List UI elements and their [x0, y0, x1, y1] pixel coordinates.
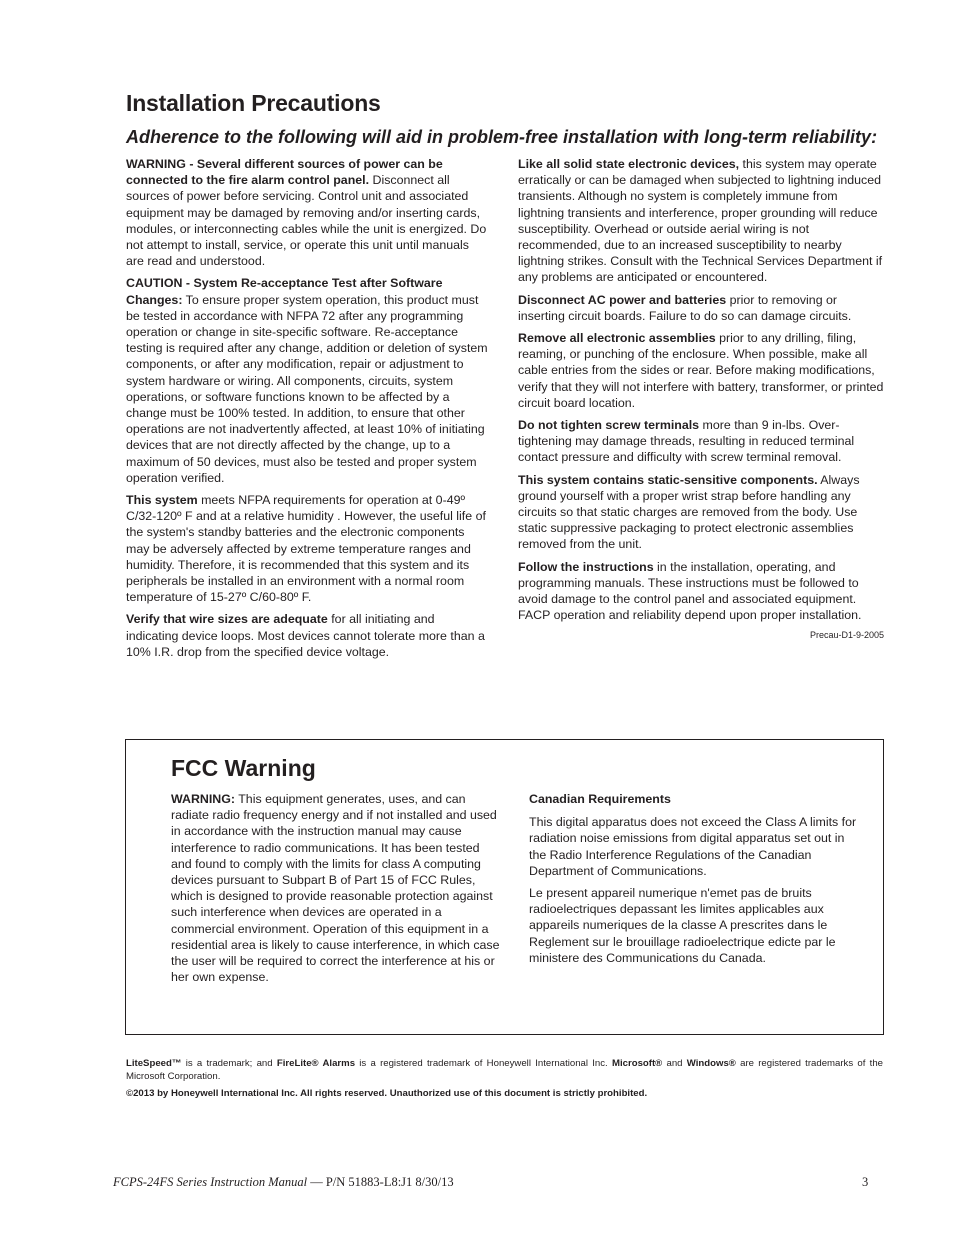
- precaution-body: prior to removing or inserting circuit boards. Failure to do so can damage circuits.: [518, 292, 852, 323]
- precaution-lead: Follow the instructions: [518, 559, 654, 574]
- precaution-body: Always ground yourself with a proper wrist strap before handling any circuits so that static charges are removed from the body. Use static suppressive packaging to protect electronic assemblies removed from the unit.: [518, 472, 860, 552]
- page-number: 3: [862, 1175, 869, 1189]
- canadian-requirements-french: Le present appareil numerique n'emet pas de bruits radioelectriques depassant les limites applicables aux appareils numeriques de la classe A prescrites dans le Reglement sur le brouillage radioelectrique edicte par le ministere des Communications du Canada.: [529, 886, 836, 965]
- precaution-disconnect-power: [518, 292, 884, 324]
- precaution-body: meets NFPA requirements for operation at 0-49º C/32-120º F and at a relative humidity . However, the useful life of the system's standby batteries and the electronic components may be adversely affected by extreme temperature ranges and humidity. Therefore, it is recommended that this system and its peripherals be installed in an environment with a normal room temperature of 15-27º C/60-80º F.: [126, 493, 486, 605]
- part-number: — P/N 51883-L8:J1 8/30/13: [307, 1175, 454, 1189]
- page-subtitle: Adherence to the following will aid in problem-free installation with long-term reliability:: [126, 127, 878, 147]
- trademark-text: is a trademark; and: [181, 1058, 277, 1069]
- precautions-left-column: [126, 156, 490, 666]
- fcc-warning-body: This equipment generates, uses, and can radiate radio frequency energy and if not installed and used in accordance with the instruction manual may cause interference to radio communications. It has been tested and found to comply with the limits for class A computing devices pursuant to Subpart B of Part 15 of FCC Rules, which is designed to provide reasonable protection against such interference when devices are operated in a commercial environment. Operation of this equipment in a residential area is likely to cause interference, in which case the user will be required to correct the interference at his or her own expense.: [171, 792, 500, 985]
- canadian-requirements: [529, 791, 865, 972]
- precaution-screw-terminals: [518, 417, 884, 466]
- precaution-body: prior to any drilling, filing, reaming, or punching of the enclosure. When possible, make all cable entries from the sides or rear. Before making modifications, verify that they will not interfere with battery, transformer, or printed circuit board location.: [518, 331, 884, 410]
- precaution-wire-sizes: [126, 611, 490, 660]
- precaution-body: for all initiating and indicating device loops. Most devices cannot tolerate more than a 10% I.R. drop from the specified device voltage.: [126, 612, 485, 659]
- precaution-body: this system may operate erratically or can be damaged when subjected to lightning induced transients. Although no system is completely immune from lightning transients and interference, proper grounding will reduce susceptibility. Overhead or outside aerial wiring is not recommended, due to an increased susceptibility to nearby lightning strikes. Consult with the Technical Services Department if any problems are anticipated or encountered.: [518, 157, 883, 285]
- precaution-lead: WARNING - Several different sources of power can be connected to the fire alarm control panel.: [126, 157, 443, 188]
- precaution-body: more than 9 in-lbs. Over-tightening may damage threads, resulting in reduced terminal contact pressure and difficulty with screw terminal removal.: [518, 418, 855, 465]
- precaution-reacceptance-test: [126, 275, 490, 486]
- precaution-body: Disconnect all sources of power before servicing. Control unit and associated equipment may be damaged by removing and/or inserting cards, modules, or interconnecting cables while the unit is energized. Do not attempt to install, service, or operate this unit until manuals are read and understood.: [126, 173, 487, 269]
- copyright-notice: ©2013 by Honeywell International Inc. All rights reserved. Unauthorized use of this document is strictly prohibited.: [126, 1088, 648, 1099]
- precaution-remove-assemblies: [518, 330, 884, 411]
- precaution-lead: This system: [126, 493, 198, 508]
- trademark-name: LiteSpeed™: [126, 1058, 182, 1069]
- page-footer: [113, 1175, 454, 1190]
- canadian-requirements-english: This digital apparatus does not exceed the Class A limits for radiation noise emissions from digital apparatus set out in the Radio Interference Regulations of the Canadian Department of Communications.: [529, 815, 857, 878]
- trademark-text: is a registered trademark of Honeywell International Inc.: [355, 1058, 612, 1069]
- trademark-text: and: [662, 1058, 687, 1069]
- fcc-warning-paragraph: [171, 791, 503, 985]
- precautions-right-column: [518, 156, 884, 644]
- precaution-lead: CAUTION - System Re-acceptance Test after Software Changes:: [126, 276, 443, 307]
- trademark-name: Windows®: [686, 1058, 736, 1069]
- precaution-lead: Like all solid state electronic devices,: [518, 157, 740, 171]
- precaution-follow-instructions: [518, 559, 884, 624]
- fcc-title: FCC Warning: [171, 755, 316, 781]
- precaution-lead: Remove all electronic assemblies: [518, 331, 716, 346]
- precaution-body: To ensure proper system operation, this product must be tested in accordance with NFPA 72 after any programming operation or change in site-specific software. Re-acceptance testing is required after any change, addition or deletion of system components, or after any modification, repair or adjustment to system hardware or wiring. All components, circuits, system operations, or software functions known to be affected by a change must be 100% tested. In addition, to ensure that other operations are not inadvertently affected, at least 10% of initiating devices that are not directly affected by the change, up to a maximum of 50 devices, must also be tested and proper system operation verified.: [126, 292, 488, 485]
- precaution-power-sources: [126, 156, 490, 269]
- precaution-environment: [126, 492, 490, 605]
- manual-title: FCPS-24FS Series Instruction Manual: [113, 1175, 308, 1189]
- trademark-name: Microsoft®: [611, 1058, 663, 1069]
- precaution-static: [518, 472, 884, 553]
- fcc-warning-lead: WARNING:: [171, 792, 236, 806]
- precaution-body: in the installation, operating, and programming manuals. These instructions must be followed to avoid damage to the control panel and associated equipment. FACP operation and reliability depend upon proper installation.: [518, 559, 862, 623]
- trademark-name: FireLite® Alarms: [276, 1058, 356, 1069]
- trademark-text: are registered trademarks of the Microsoft Corporation.: [126, 1058, 883, 1082]
- precaution-lightning: [518, 156, 884, 286]
- precaution-lead: Verify that wire sizes are adequate: [126, 612, 328, 627]
- precaution-lead: This system contains static-sensitive components.: [518, 472, 818, 487]
- precaution-lead: Disconnect AC power and batteries: [518, 292, 727, 307]
- canadian-requirements-heading: Canadian Requirements: [529, 792, 671, 806]
- document-code: Precau-D1-9-2005: [809, 630, 884, 641]
- page-title: Installation Precautions: [126, 90, 381, 116]
- trademark-notice: [126, 1057, 883, 1083]
- precaution-lead: Do not tighten screw terminals: [518, 418, 700, 433]
- footnotes: [126, 1057, 883, 1104]
- fcc-warning-text: [171, 791, 503, 991]
